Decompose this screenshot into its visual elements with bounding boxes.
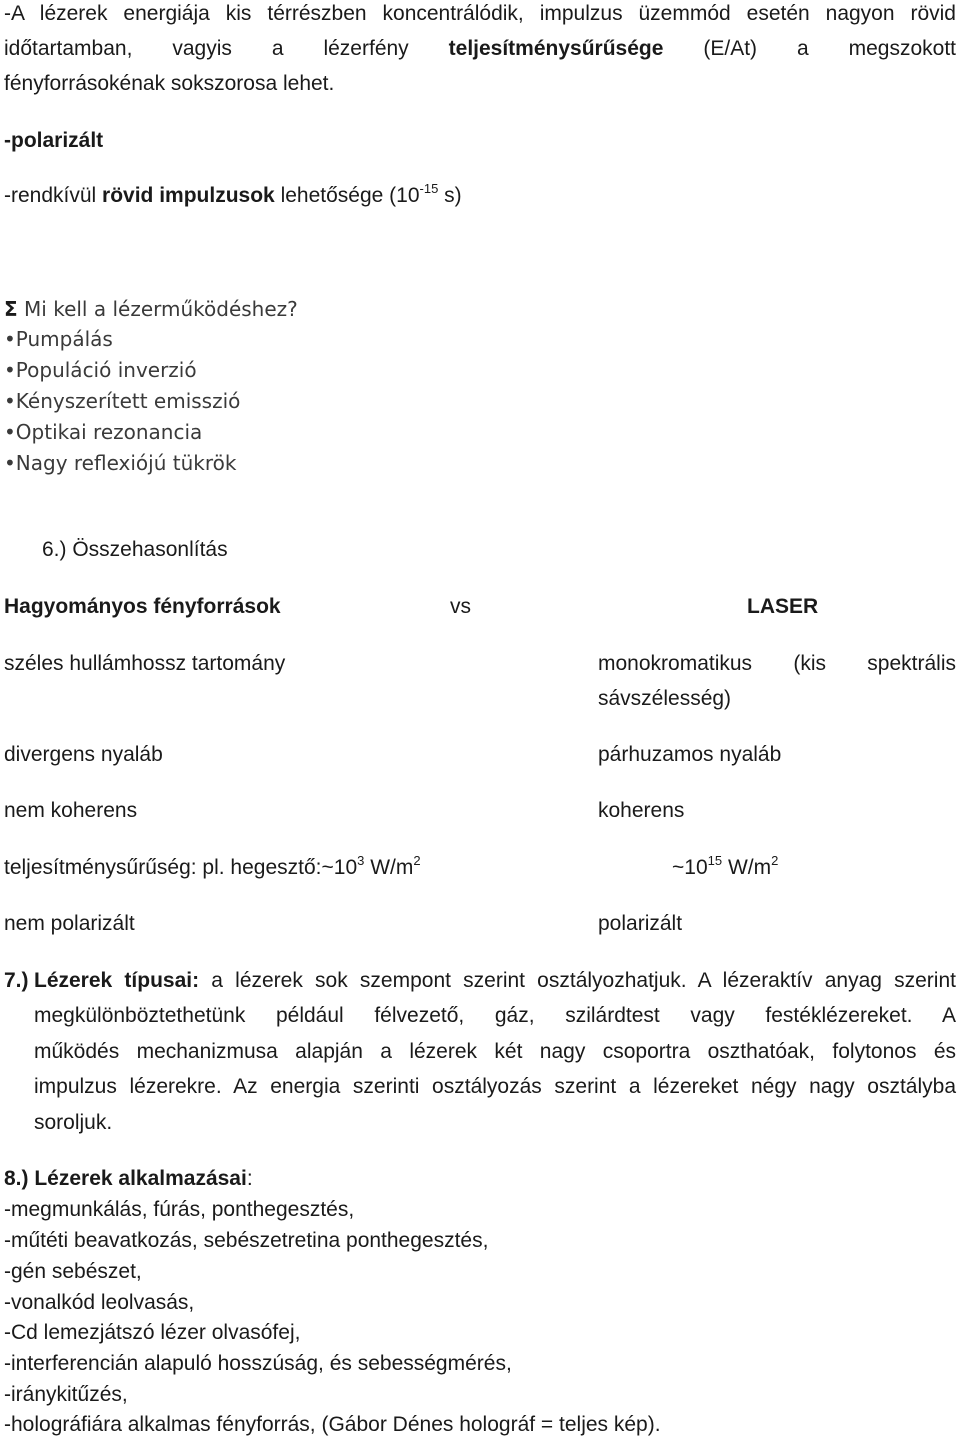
traditional-polarization: nem polarizált <box>4 912 135 935</box>
intro-text-a: időtartamban, vagyis a lézerfény <box>4 37 409 60</box>
laser-polarization: polarizált <box>598 912 683 935</box>
bullet-icon: • <box>4 358 16 382</box>
intro-line-1: -A lézerek energiája kis térrészben koncentrálódik, impulzus üzemmód esetén nagyon rövid <box>4 2 956 25</box>
laser-power-density: $\sim 10^{15}$ $W/m^2$ <box>672 853 779 879</box>
laser-header: LASER <box>747 595 819 618</box>
intro-line-3: fényforrásokénak sokszorosa lehet. <box>4 72 335 95</box>
comparison-heading: 6.) Összehasonlítás <box>42 538 228 561</box>
intro-text-b: (E/At) a megszokott <box>703 37 956 60</box>
laser-bandwidth-line-2: sávszélesség) <box>598 687 732 710</box>
types-line-1: Lézerek típusai: a lézerek sok szempont szerint osztályozhatjuk. A lézeraktív anyag szerint <box>34 969 956 992</box>
requirements-question-text: Mi kell a lézerműködéshez? <box>24 297 298 321</box>
sigma-symbol: Σ <box>4 297 18 321</box>
list-item: •Populáció inverzió <box>4 358 197 382</box>
bullet-icon: • <box>4 389 16 413</box>
list-item: -megmunkálás, fúrás, ponthegesztés, <box>4 1198 355 1221</box>
intro-line-2 <box>4 36 956 61</box>
short-pulse-exponent: -15 <box>419 181 439 196</box>
list-item: -Cd lemezjátszó lézer olvasófej, <box>4 1321 301 1344</box>
short-pulse-pre: -rendkívül <box>4 184 97 207</box>
bullet-icon: • <box>4 420 16 444</box>
short-pulse-bold: rövid impulzusok <box>102 184 275 207</box>
bullet-icon: • <box>4 451 16 475</box>
traditional-bandwidth: széles hullámhossz tartomány <box>4 652 286 675</box>
polarized-property: -polarizált <box>4 129 104 152</box>
list-item: -gén sebészet, <box>4 1260 142 1283</box>
traditional-coherence: nem koherens <box>4 799 138 822</box>
types-line-3: működés mechanizmusa alapján a lézerek két nagy csoportra oszthatóak, folytonos és <box>34 1040 956 1063</box>
list-item: -műtéti beavatkozás, sebészetretina ponthegesztés, <box>4 1229 489 1252</box>
types-title: Lézerek típusai: <box>34 969 200 992</box>
short-pulse-property <box>4 183 462 208</box>
types-line-5: soroljuk. <box>34 1111 113 1134</box>
types-line-2: megkülönböztethetünk például félvezető, gáz, szilárdtest vagy festéklézereket. A <box>34 1004 956 1027</box>
traditional-beam: divergens nyaláb <box>4 743 163 766</box>
list-item: •Kényszerített emisszió <box>4 389 241 413</box>
applications-title: 8.) Lézerek alkalmazásai: <box>4 1167 253 1190</box>
traditional-header: Hagyományos fényforrások <box>4 595 281 618</box>
bullet-icon: • <box>4 327 16 351</box>
short-pulse-post: s) <box>444 184 462 207</box>
list-item: -holográfiára alkalmas fényforrás, (Gábor Dénes holográf = teljes kép). <box>4 1413 661 1436</box>
list-item: •Optikai rezonancia <box>4 420 203 444</box>
traditional-power-density: teljesítménysűrűség: pl. $hegesztő:\sim 10^3$ $W/m^2$ <box>4 853 421 879</box>
types-number: 7.) <box>4 969 29 992</box>
list-item: •Nagy reflexiójú tükrök <box>4 451 237 475</box>
list-item: -interferencián alapuló hosszúság, és sebességmérés, <box>4 1352 512 1375</box>
intro-power-density-term: teljesítménysűrűsége <box>448 37 664 60</box>
list-item: -vonalkód leolvasás, <box>4 1291 195 1314</box>
list-item: •Pumpálás <box>4 327 113 351</box>
laser-bandwidth-line-1: monokromatikus (kis spektrális <box>598 652 956 675</box>
laser-coherence: koherens <box>598 799 685 822</box>
laser-beam: párhuzamos nyaláb <box>598 743 782 766</box>
types-line-4: impulzus lézerekre. Az energia szerinti osztályozás szerint a lézereket négy nagy osztályba <box>34 1075 956 1098</box>
list-item: -iránykitűzés, <box>4 1383 128 1406</box>
vs-label: vs <box>450 595 471 618</box>
short-pulse-mid: lehetősége (10 <box>280 184 420 207</box>
requirements-question <box>4 297 298 321</box>
